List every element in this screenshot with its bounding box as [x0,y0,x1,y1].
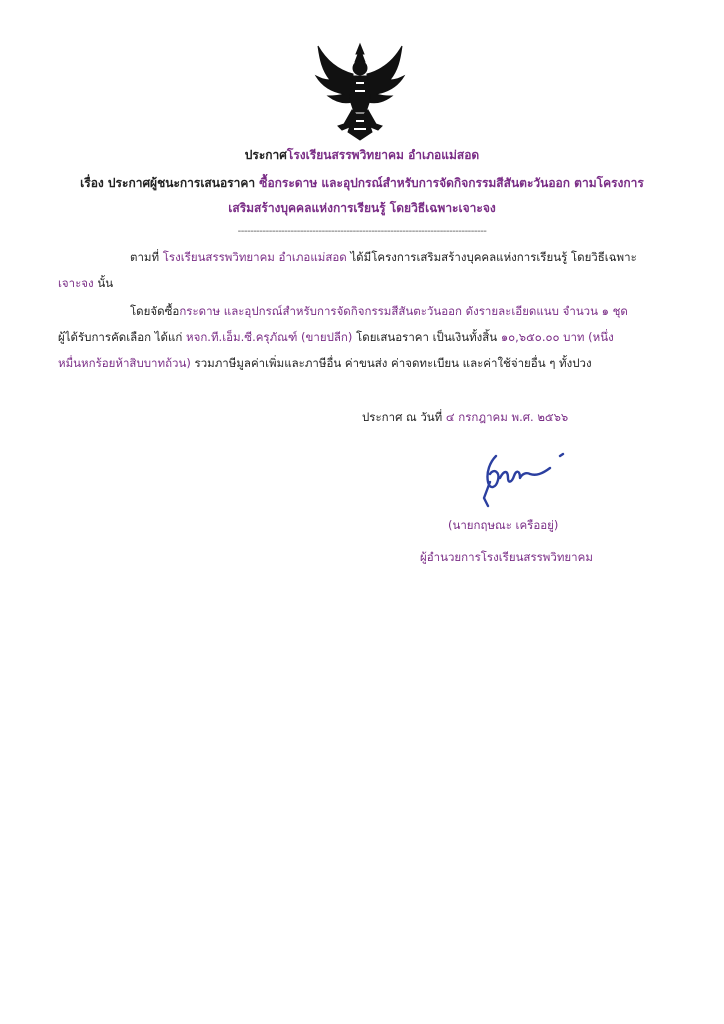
header-prefix: ประกาศ [244,148,287,162]
separator: -------------------------------------------------------------------------------- [237,226,487,237]
announce-date: ๔ กรกฎาคม พ.ศ. ๒๕๖๖ [445,410,569,424]
header-title [0,146,724,164]
p2-vendor: หจก.ที.เอ็ม.ซี.ครุภัณฑ์ (ขายปลีก) [186,330,353,344]
p2-amount: ๑๐,๖๕๐.๐๐ บาท (หนึ่ง [500,330,614,344]
garuda-emblem [308,40,412,144]
paragraph-2-line-1 [130,300,628,323]
handwritten-signature [460,448,580,508]
p1-school: โรงเรียนสรรพวิทยาคม อำเภอแม่สอด [162,250,347,264]
subject-prefix: เรื่อง ประกาศผู้ชนะการเสนอราคา [80,176,260,190]
p2-vendor-label: ผู้ได้รับการคัดเลือก ได้แก่ [58,330,187,344]
paragraph-1-line-1 [130,246,637,269]
p1-mid: ได้มีโครงการเสริมสร้างบุคคลแห่งการเรียนรู้ โดยวิธีเฉพาะ [346,250,637,264]
school-name: โรงเรียนสรรพวิทยาคม อำเภอแม่สอด [286,148,480,162]
announce-date-line [362,406,568,429]
announce-prefix: ประกาศ ณ วันที่ [362,410,446,424]
p2-item: กระดาษ และอุปกรณ์สำหรับการจัดกิจกรรมสีสันตะวันออก ดังรายละเอียดแนบ จำนวน ๑ ชุด [179,304,628,318]
p2-amount-text: หมื่นหกร้อยห้าสิบบาทถ้วน) [58,356,191,370]
p2-mid: โดยเสนอราคา เป็นเงินทั้งสิ้น [352,330,501,344]
p1-cont: เจาะจง [58,276,94,290]
signatory-name: (นายกฤษณะ เครืออยู่) [448,518,559,532]
subject-line-2: เสริมสร้างบุคคลแห่งการเรียนรู้ โดยวิธีเฉพาะเจาะจง [228,201,496,215]
subject-text: ซื้อกระดาษ และอุปกรณ์สำหรับการจัดกิจกรรมสีสันตะวันออก ตามโครงการ [259,176,644,190]
subject-line [0,174,724,192]
p2-suffix: รวมภาษีมูลค่าเพิ่มและภาษีอื่น ค่าขนส่ง ค่าจดทะเบียน และค่าใช้จ่ายอื่น ๆ ทั้งปวง [190,356,592,370]
paragraph-2-line-2 [58,326,614,349]
paragraph-1-line-2 [58,272,113,295]
signatory-position: ผู้อำนวยการโรงเรียนสรรพวิทยาคม [420,550,593,564]
p1-suffix: นั้น [93,276,114,290]
paragraph-2-line-3 [58,352,592,375]
p2-prefix: โดยจัดซื้อ [130,304,180,318]
p1-prefix: ตามที่ [130,250,163,264]
